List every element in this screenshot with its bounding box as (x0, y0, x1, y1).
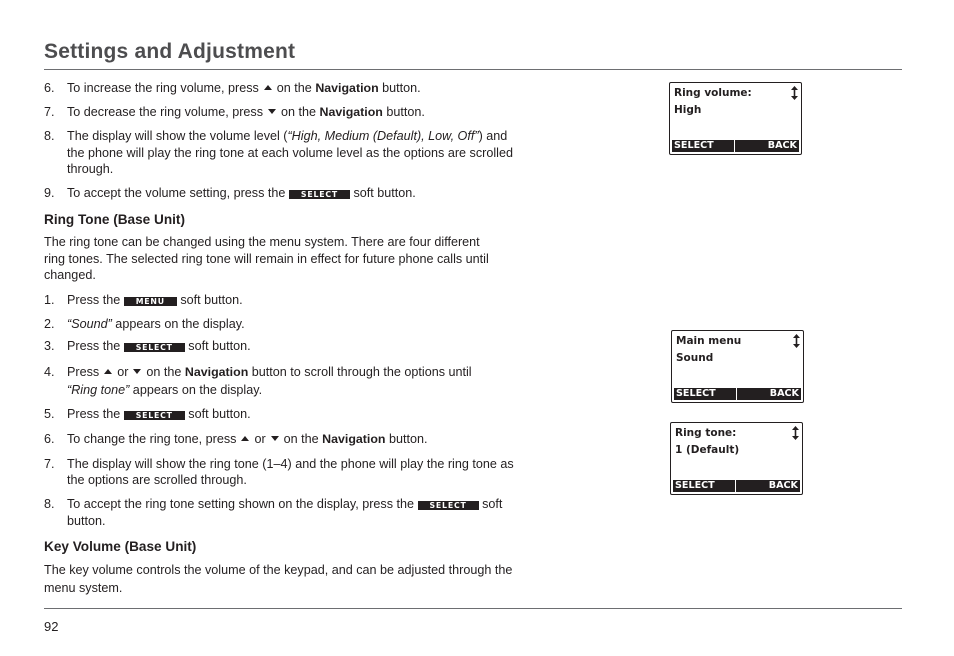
or-text: or (117, 365, 129, 379)
step-number: 3. (44, 339, 55, 353)
step-number: 2. (44, 317, 55, 331)
lcd-display-main-menu (671, 330, 804, 403)
navigation-label: Navigation (184, 365, 249, 379)
step-number: 8. (44, 497, 55, 511)
lcd-left-softkey: SELECT (672, 140, 734, 152)
step-number: 9. (44, 186, 55, 200)
lcd-line-1: Ring tone: (675, 427, 737, 439)
step-text: the phone will play the ring tone at each volume level as the options are scrolled (67, 146, 513, 160)
step-text: through. (67, 162, 114, 176)
section-heading-key-volume: Key Volume (Base Unit) (44, 539, 197, 554)
lcd-right-softkey: BACK (737, 388, 801, 400)
ring-volume-step-8 (67, 128, 507, 145)
step-text: Press the (67, 293, 121, 307)
step-number: 6. (44, 81, 55, 95)
ring-tone-step-4-line2 (67, 382, 262, 399)
lcd-right-softkey: BACK (736, 480, 800, 492)
step-number: 5. (44, 407, 55, 421)
paragraph-line: The ring tone can be changed using the menu system. There are four different (44, 235, 480, 249)
step-text: To accept the ring tone setting shown on the display, press the (67, 497, 415, 511)
step-text: To accept the volume setting, press the (67, 186, 286, 200)
step-text: on the (281, 105, 317, 119)
select-softkey: SELECT (124, 343, 185, 352)
step-text: soft (482, 497, 503, 511)
ring-tone-step-5 (67, 406, 251, 423)
section-heading-ring-tone: Ring Tone (Base Unit) (44, 212, 185, 227)
step-number: 8. (44, 129, 55, 143)
step-number: 4. (44, 365, 55, 379)
ring-tone-option: “Ring tone” (67, 383, 130, 397)
select-softkey: SELECT (418, 501, 479, 510)
up-arrow-icon (104, 369, 112, 374)
ring-volume-step-9 (67, 185, 416, 202)
paragraph-line: changed. (44, 268, 96, 282)
up-arrow-icon (241, 436, 249, 441)
step-text: To increase the ring volume, press (67, 81, 259, 95)
paragraph-line: menu system. (44, 581, 123, 595)
navigation-label: Navigation (319, 105, 383, 119)
footer-rule (44, 608, 902, 609)
step-text: button. (389, 432, 428, 446)
step-text: appears on the display. (111, 317, 245, 331)
down-arrow-icon (133, 369, 141, 374)
down-arrow-icon (268, 109, 276, 114)
volume-options: “High, Medium (Default), Low, Off” (287, 129, 479, 143)
navigation-label: Navigation (322, 432, 386, 446)
ring-volume-step-6 (67, 80, 421, 97)
step-text: The display will show the volume level ( (67, 129, 288, 143)
lcd-right-softkey: BACK (735, 140, 799, 152)
lcd-left-softkey: SELECT (673, 480, 735, 492)
step-number: 1. (44, 293, 55, 307)
step-text: ) and (478, 129, 508, 143)
step-text: soft button. (180, 293, 243, 307)
up-down-arrows-icon (791, 86, 798, 100)
ring-volume-step-7 (67, 104, 425, 121)
page-title: Settings and Adjustment (44, 40, 296, 63)
sound-option: “Sound” (67, 317, 112, 331)
step-number: 7. (44, 457, 55, 471)
step-text: To change the ring tone, press (67, 432, 237, 446)
lcd-line-2: Sound (676, 352, 714, 364)
step-text: appears on the display. (129, 383, 263, 397)
paragraph-line: ring tones. The selected ring tone will remain in effect for future phone calls until (44, 252, 489, 266)
step-number: 6. (44, 432, 55, 446)
step-text: Press (67, 365, 100, 379)
lcd-line-2: 1 (Default) (675, 444, 740, 456)
ring-tone-step-4 (67, 364, 472, 381)
step-text: Press the (67, 339, 121, 353)
up-arrow-icon (264, 85, 272, 90)
up-down-arrows-icon (792, 426, 799, 440)
step-text: button. (386, 105, 425, 119)
header-rule (44, 69, 902, 70)
lcd-line-1: Main menu (676, 335, 742, 347)
paragraph-line: The key volume controls the volume of the keypad, and can be adjusted through the (44, 563, 513, 577)
navigation-label: Navigation (315, 81, 379, 95)
step-text: button. (67, 514, 106, 528)
step-text: button to scroll through the options until (251, 365, 472, 379)
ring-tone-step-1 (67, 292, 243, 309)
ring-tone-step-7: The display will show the ring tone (1–4) and the phone will play the ring tone as (67, 457, 514, 471)
ring-tone-step-3 (67, 338, 251, 355)
or-text: or (254, 432, 266, 446)
step-text: soft button. (188, 339, 251, 353)
ring-tone-step-2 (67, 316, 245, 333)
lcd-line-1: Ring volume: (674, 87, 752, 99)
step-text: on the (283, 432, 319, 446)
select-softkey: SELECT (289, 190, 350, 199)
step-text: Press the (67, 407, 121, 421)
step-text: soft button. (353, 186, 416, 200)
ring-tone-step-6 (67, 431, 428, 448)
step-text: soft button. (188, 407, 251, 421)
ring-tone-step-8 (67, 496, 502, 513)
lcd-line-2: High (674, 104, 702, 116)
step-text: To decrease the ring volume, press (67, 105, 264, 119)
step-text: on the (276, 81, 312, 95)
down-arrow-icon (271, 436, 279, 441)
lcd-display-ring-tone (670, 422, 803, 495)
up-down-arrows-icon (793, 334, 800, 348)
menu-softkey: MENU (124, 297, 177, 306)
page-number: 92 (44, 619, 59, 634)
lcd-display-ring-volume (669, 82, 802, 155)
lcd-left-softkey: SELECT (674, 388, 736, 400)
step-number: 7. (44, 105, 55, 119)
step-text: on the (146, 365, 182, 379)
step-text: button. (382, 81, 421, 95)
step-text: the options are scrolled through. (67, 473, 247, 487)
select-softkey: SELECT (124, 411, 185, 420)
